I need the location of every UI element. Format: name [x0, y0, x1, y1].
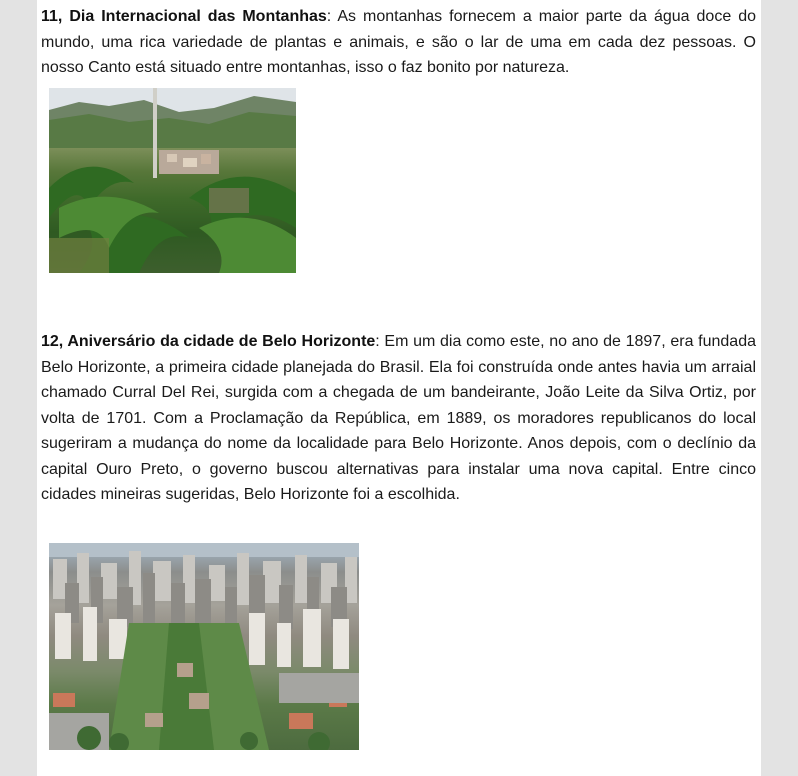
- post-body-belo-horizonte: : Em um dia como este, no ano de 1897, era fundada Belo Horizonte, a primeira cidade planejada do Brasil. Ela foi construída onde antes havia um arraial chamado Curral Del Rei, surgida com a chegada de um bandeirante, João Leite da Silva Ortiz, por volta de 1701. Com a Proclamação da República, em 1889, os moradores republicanos do local sugeriram a mudança do nome da localidade para Belo Horizonte. Anos depois, com o declínio da capital Ouro Preto, o governo buscou alternativas para instalar uma nova capital. Entre cinco cidades mineiras sugeridas, Belo Horizonte foi a escolhida.: [41, 333, 756, 503]
- city-photo-graphic: [49, 543, 359, 750]
- post-mountain-day: [41, 4, 756, 81]
- post-heading-belo-horizonte: 12, Aniversário da cidade de Belo Horizonte: [41, 333, 376, 350]
- post-content-area: [37, 0, 761, 776]
- belo-horizonte-city-photo[interactable]: [49, 543, 359, 750]
- mountain-photo[interactable]: [49, 88, 296, 273]
- post-body-mountain-day: : As montanhas fornecem a maior parte da água doce do mundo, uma rica variedade de plantas e animais, e são o lar de uma em cada dez pessoas. O nosso Canto está situado entre montanhas, isso o faz bonito por natureza.: [41, 8, 756, 76]
- post-belo-horizonte-anniversary: [41, 329, 756, 508]
- mountain-photo-graphic: [49, 88, 296, 273]
- post-heading-mountain-day: 11, Dia Internacional das Montanhas: [41, 8, 327, 25]
